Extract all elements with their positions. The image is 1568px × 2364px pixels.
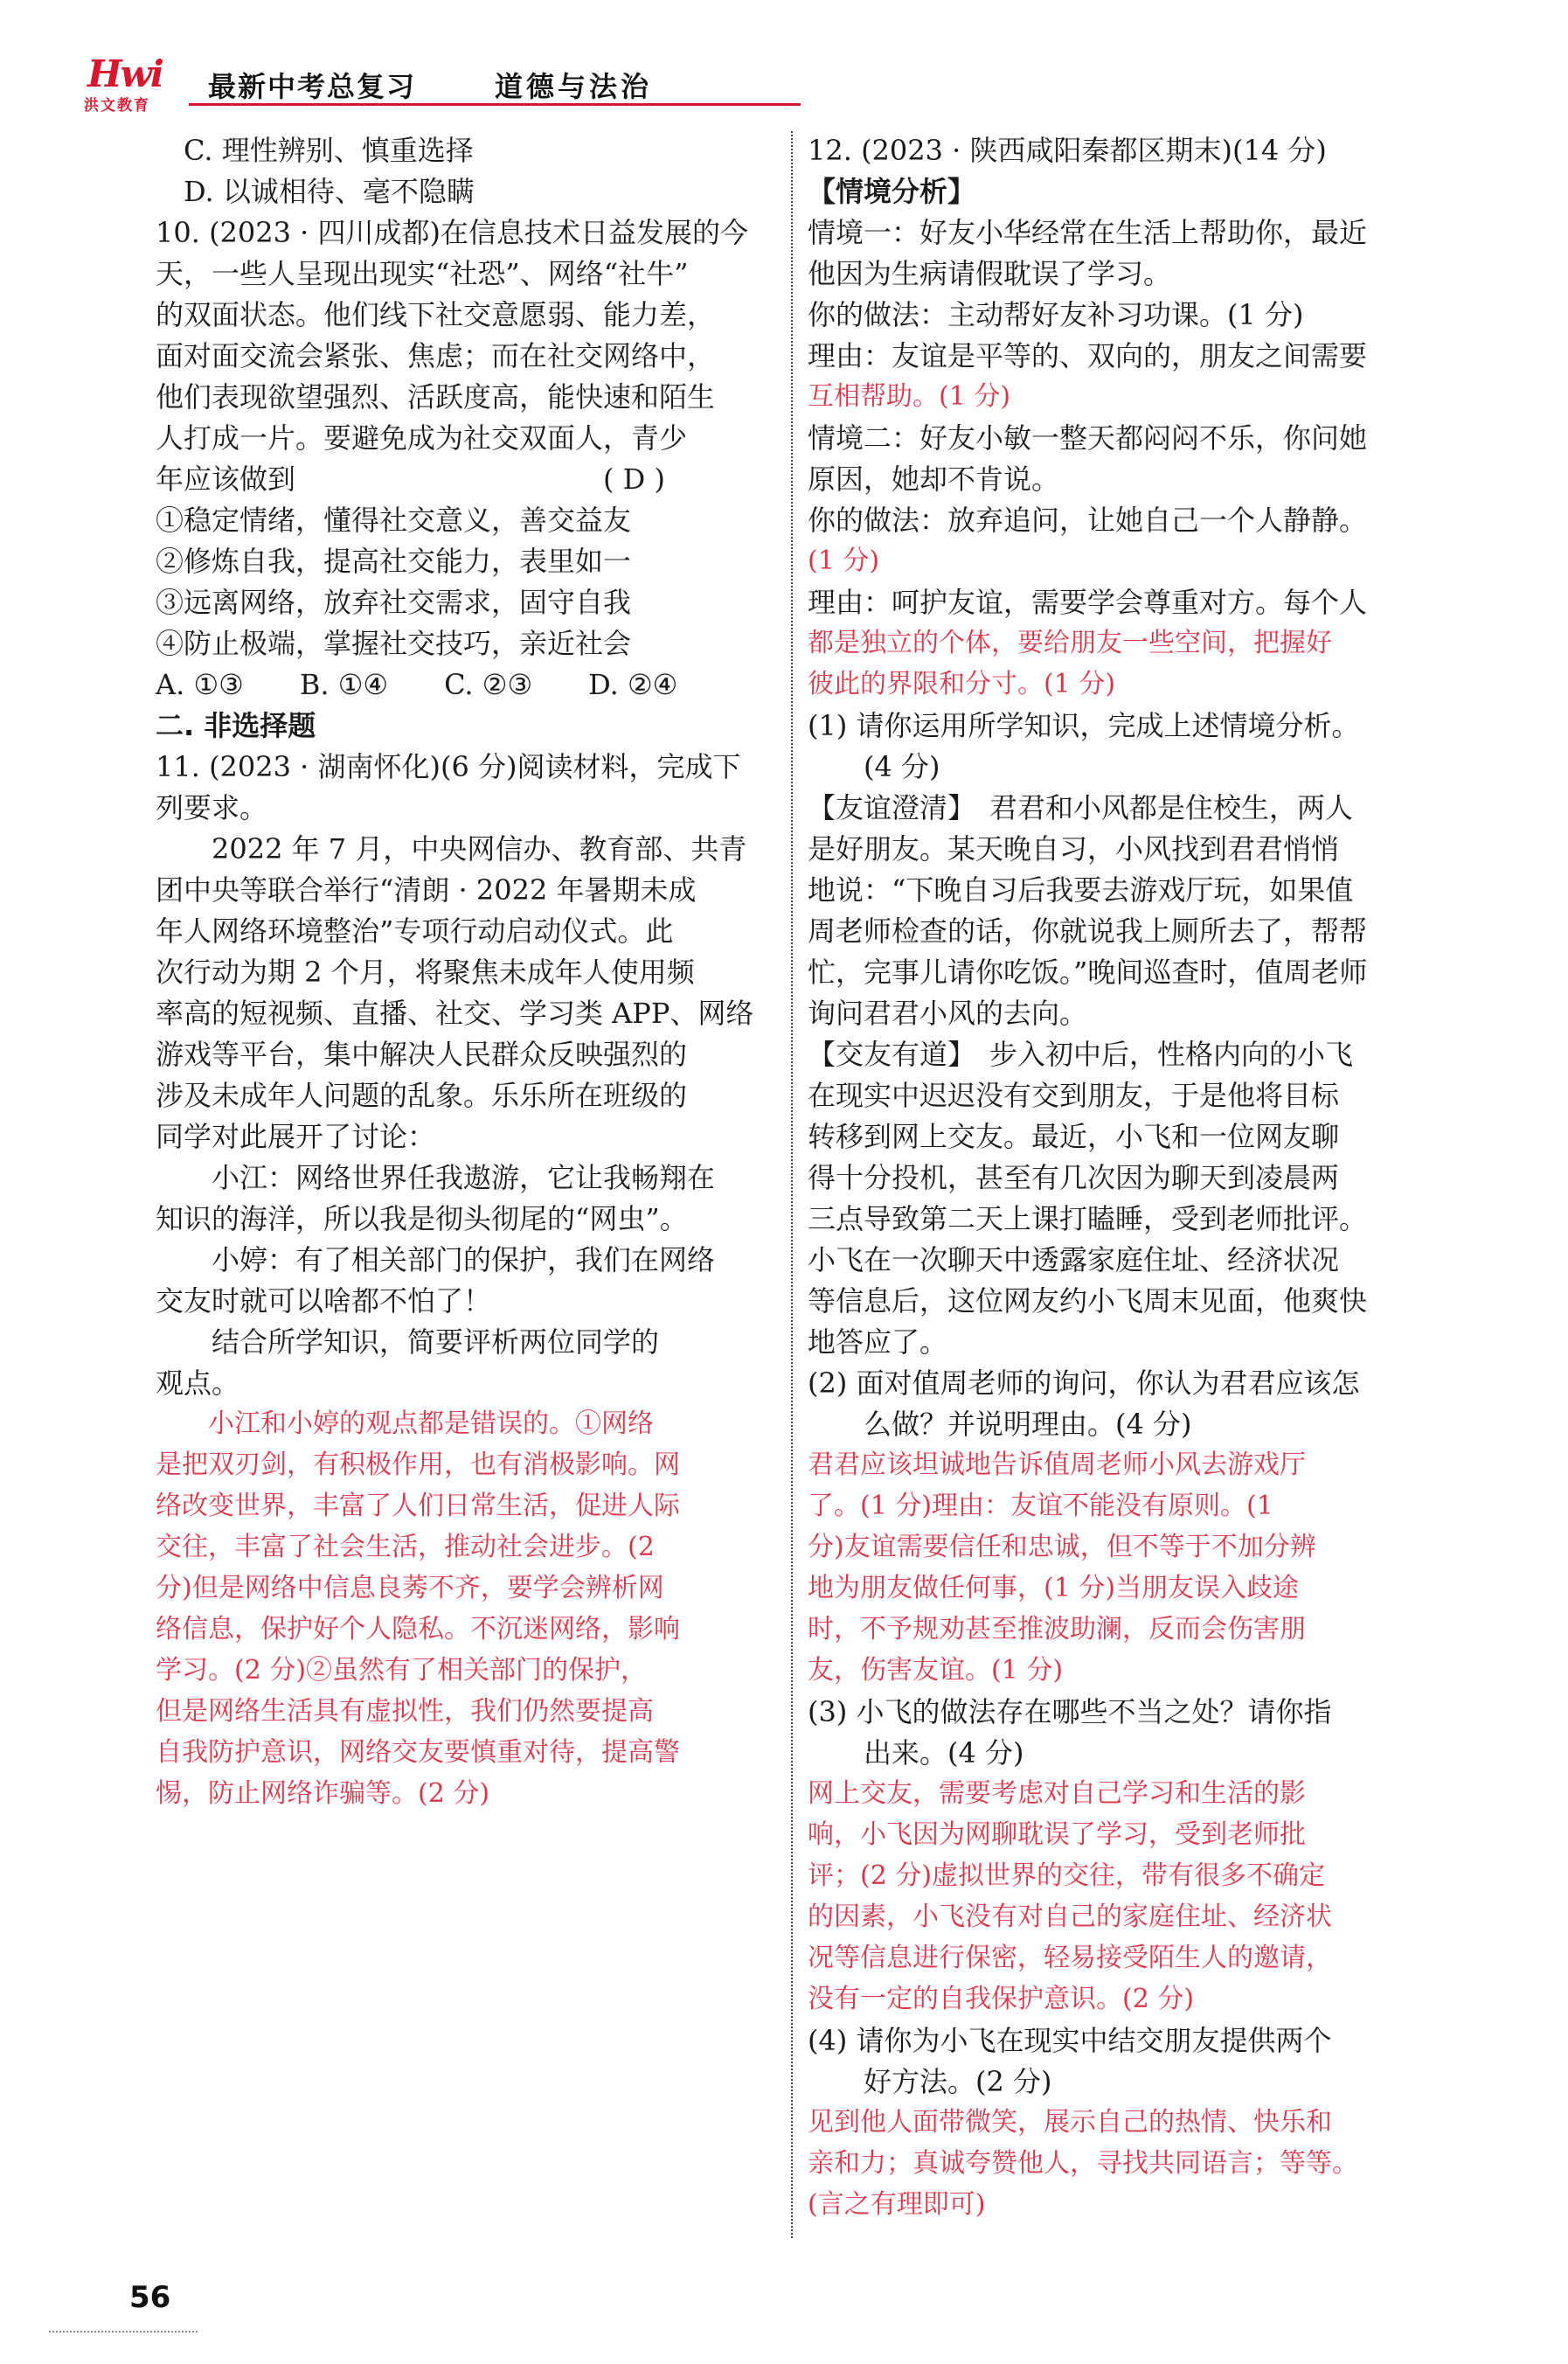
text-line: 2022 年 7 月，中央网信办、教育部、共青 — [156, 832, 747, 866]
answer-line: 没有一定的自我保护意识。(2 分) — [808, 1984, 1195, 2014]
answer-line: 小江和小婷的观点都是错误的。①网络 — [156, 1408, 654, 1439]
answer-line: 分)友谊需要信任和忠诚，但不等于不加分辨 — [808, 1532, 1316, 1562]
text-line: 涉及未成年人问题的乱象。乐乐所在班级的 — [156, 1079, 688, 1112]
text-line: 等信息后，这位网友约小飞周末见面，他爽快 — [808, 1284, 1368, 1318]
text-line: 原因，她却不肯说。 — [808, 462, 1060, 496]
text-line: 地说：“下晚自习后我要去游戏厅玩，如果值 — [808, 873, 1354, 907]
text-line: 小江：网络世界任我遨游，它让我畅翔在 — [156, 1161, 716, 1194]
answer-line: 地为朋友做任何事，(1 分)当朋友误入歧途 — [808, 1573, 1300, 1603]
text-line: (1) 请你运用所学知识，完成上述情境分析。 — [808, 709, 1360, 742]
text-line: (4 分) — [808, 750, 940, 783]
text-line: 忙，完事儿请你吃饭。”晚间巡查时，值周老师 — [808, 956, 1368, 989]
question-line: 11. (2023 · 湖南怀化)(6 分)阅读材料，完成下 — [156, 750, 741, 783]
answer-line: 网上交友，需要考虑对自己学习和生活的影 — [808, 1778, 1306, 1809]
answer-line: 君君应该坦诚地告诉值周老师小风去游戏厅 — [808, 1450, 1306, 1480]
text-line: 次行动为期 2 个月，将聚焦未成年人使用频 — [156, 956, 695, 989]
text-line: ③远离网络，放弃社交需求，固守自我 — [156, 586, 632, 619]
text-line: 的双面状态。他们线下社交意愿弱、能力差， — [156, 298, 716, 331]
text-line: 小婷：有了相关部门的保护，我们在网络 — [156, 1243, 716, 1276]
answer-line: 友，伤害友谊。(1 分) — [808, 1655, 1064, 1686]
text-line: 得十分投机，甚至有几次因为聊天到凌晨两 — [808, 1161, 1340, 1194]
text-line: 年应该做到 ( D ) — [156, 462, 665, 496]
answer-line: 了。(1 分)理由：友谊不能没有原则。(1 — [808, 1491, 1273, 1521]
text-line: 他因为生病请假耽误了学习。 — [808, 257, 1172, 290]
answer-line: 时，不予规劝甚至推波助澜，反而会伤害朋 — [808, 1614, 1306, 1644]
text-line: 地答应了。 — [808, 1325, 948, 1359]
answer-line: 惕，防止网络诈骗等。(2 分) — [156, 1778, 490, 1809]
text-line: 你的做法：主动帮好友补习功课。(1 分) — [808, 298, 1304, 331]
answer-line: 但是网络生活具有虚拟性，我们仍然要提高 — [156, 1696, 654, 1727]
text-line: 率高的短视频、直播、社交、学习类 APP、网络 — [156, 997, 754, 1030]
publisher-logo — [84, 52, 189, 115]
answer-line: (言之有理即可) — [808, 2189, 986, 2220]
text-line: (2) 面对值周老师的询问，你认为君君应该怎 — [808, 1366, 1360, 1400]
answer-line: 络改变世界，丰富了人们日常生活，促进人际 — [156, 1491, 680, 1521]
left-column — [156, 131, 772, 1816]
text-line: ②修炼自我，提高社交能力，表里如一 — [156, 545, 632, 578]
question-line: 12. (2023 · 陕西咸阳秦都区期末)(14 分) — [808, 134, 1327, 167]
text-line: 知识的海洋，所以我是彻头彻尾的“网虫”。 — [156, 1202, 688, 1235]
answer-line: 络信息，保护好个人隐私。不沉迷网络，影响 — [156, 1614, 680, 1644]
text-line: ④防止极端，掌握社交技巧，亲近社会 — [156, 627, 632, 660]
answer-line: 交往，丰富了社会生活，推动社会进步。(2 — [156, 1532, 655, 1562]
text-line: 观点。 — [156, 1366, 240, 1400]
answer-line: 分)但是网络中信息良莠不齐，要学会辨析网 — [156, 1573, 664, 1603]
text-line: 理由：友谊是平等的、双向的，朋友之间需要 — [808, 339, 1368, 372]
text-line: 么做？并说明理由。(4 分) — [808, 1408, 1192, 1441]
answer-line: (1 分) — [808, 546, 880, 576]
text-line: 天，一些人呈现出现实“社恐”、网络“社牛” — [156, 257, 689, 290]
question-line: 10. (2023 · 四川成都)在信息技术日益发展的今 — [156, 216, 748, 249]
right-column — [808, 131, 1472, 2227]
answer-line: 亲和力；真诚夸赞他人，寻找共同语言；等等。 — [808, 2148, 1358, 2179]
text-line: 你的做法：放弃追问，让她自己一个人静静。 — [808, 504, 1368, 537]
text-line: 出来。(4 分) — [808, 1736, 1024, 1770]
answer-line: 是把双刃剑，有积极作用，也有消极影响。网 — [156, 1450, 680, 1480]
text-line: (4) 请你为小飞在现实中结交朋友提供两个 — [808, 2024, 1332, 2057]
page-header — [84, 52, 713, 115]
answer-line: 评；(2 分)虚拟世界的交往，带有很多不确定 — [808, 1860, 1326, 1891]
answer-line: 见到他人面带微笑，展示自己的热情、快乐和 — [808, 2107, 1332, 2138]
text-line: 理由：呵护友谊，需要学会尊重对方。每个人 — [808, 586, 1368, 619]
text-line: (3) 小飞的做法存在哪些不当之处？请你指 — [808, 1695, 1332, 1728]
subject-title: 道德与法治 — [495, 70, 653, 103]
answer-line: 的因素，小飞没有对自己的家庭住址、经济状 — [808, 1902, 1332, 1932]
column-divider — [791, 131, 793, 2238]
answer-line: 都是独立的个体，要给朋友一些空间，把握好 — [808, 628, 1332, 658]
text-line: 列要求。 — [156, 791, 268, 824]
section-heading: 【情境分析】 — [808, 175, 976, 208]
section-heading: 二. 非选择题 — [156, 709, 316, 742]
text-line: 转移到网上交友。最近，小飞和一位网友聊 — [808, 1120, 1340, 1153]
answer-line: 况等信息进行保密，轻易接受陌生人的邀请， — [808, 1943, 1332, 1973]
book-title: 最新中考总复习 — [208, 70, 417, 103]
text-line: 询问君君小风的去向。 — [808, 997, 1088, 1030]
answer-line: 学习。(2 分)②虽然有了相关部门的保护， — [156, 1655, 648, 1686]
text-line: ①稳定情绪，懂得社交意义，善交益友 — [156, 504, 632, 537]
text-line: A. ①③ B. ①④ C. ②③ D. ②④ — [156, 668, 678, 701]
text-line: 好方法。(2 分) — [808, 2065, 1052, 2098]
text-line: 情境二：好友小敏一整天都闷闷不乐，你问她 — [808, 421, 1368, 455]
text-line: 小飞在一次聊天中透露家庭住址、经济状况 — [808, 1243, 1340, 1276]
text-line: 【友谊澄清】 君君和小风都是住校生，两人 — [808, 791, 1354, 824]
answer-line: 自我防护意识，网络交友要慎重对待，提高警 — [156, 1737, 680, 1768]
text-line: 年人网络环境整治”专项行动启动仪式。此 — [156, 914, 674, 948]
text-line: 面对面交流会紧张、焦虑；而在社交网络中， — [156, 339, 716, 372]
text-line: D. 以诚相待、毫不隐瞒 — [156, 175, 475, 208]
text-line: 情境一：好友小华经常在生活上帮助你，最近 — [808, 216, 1368, 249]
logo-mark: Hwi — [87, 52, 163, 95]
header-rule — [189, 103, 801, 106]
text-line: 是好朋友。某天晚自习，小风找到君君悄悄 — [808, 832, 1340, 866]
logo-subtitle: 洪文教育 — [84, 97, 150, 115]
text-line: 团中央等联合举行“清朗 · 2022 年暑期未成 — [156, 873, 697, 907]
text-line: 同学对此展开了讨论： — [156, 1120, 436, 1153]
text-line: 结合所学知识，简要评析两位同学的 — [156, 1325, 660, 1359]
footer-rule — [49, 2331, 198, 2333]
answer-line: 彼此的界限和分寸。(1 分) — [808, 669, 1116, 699]
text-line: C. 理性辨别、慎重选择 — [156, 134, 474, 167]
answer-line: 响，小飞因为网聊耽误了学习，受到老师批 — [808, 1819, 1306, 1850]
text-line: 游戏等平台，集中解决人民群众反映强烈的 — [156, 1038, 688, 1071]
text-line: 他们表现欲望强烈、活跃度高，能快速和陌生 — [156, 380, 716, 414]
text-line: 在现实中迟迟没有交到朋友，于是他将目标 — [808, 1079, 1340, 1112]
text-line: 人打成一片。要避免成为社交双面人，青少 — [156, 421, 688, 455]
text-line: 【交友有道】 步入初中后，性格内向的小飞 — [808, 1038, 1354, 1071]
text-line: 三点导致第二天上课打瞌睡，受到老师批评。 — [808, 1202, 1368, 1235]
text-line: 周老师检查的话，你就说我上厕所去了，帮帮 — [808, 914, 1368, 948]
page-number: 56 — [129, 2280, 171, 2315]
answer-line: 互相帮助。(1 分) — [808, 381, 1011, 412]
text-line: 交友时就可以啥都不怕了！ — [156, 1284, 492, 1318]
